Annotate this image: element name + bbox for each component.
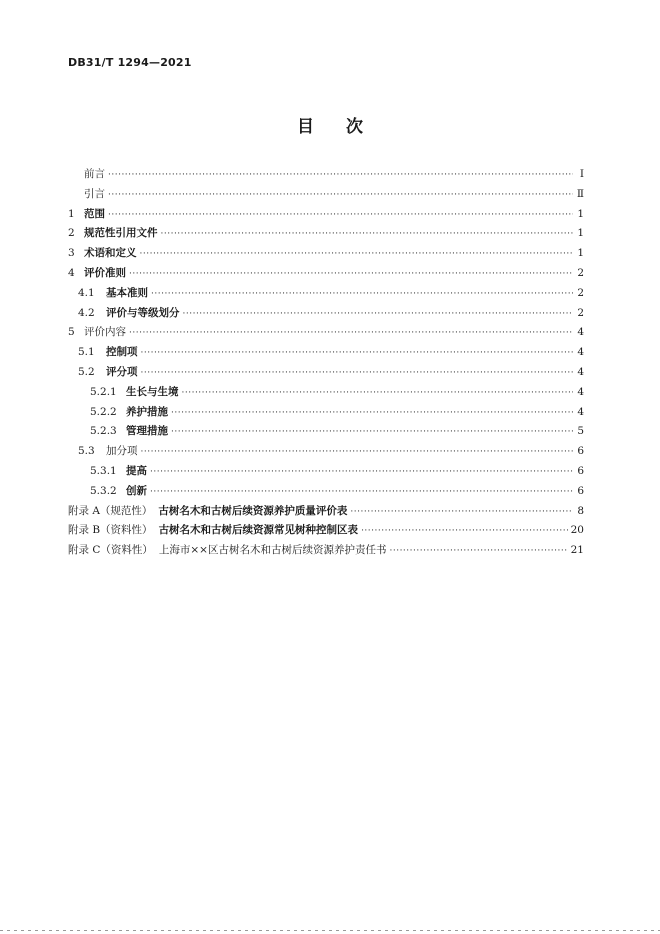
toc-entry-page: 4 — [577, 346, 584, 359]
toc-entry-page: 6 — [577, 445, 584, 458]
toc-entry-page: 4 — [577, 365, 584, 378]
toc-entry-page: 1 — [577, 207, 584, 220]
toc-entry-title: 养护措施 — [126, 405, 168, 418]
dot-leader — [150, 483, 573, 503]
toc-heading-part2: 次 — [346, 117, 363, 137]
dot-leader — [361, 522, 568, 542]
dot-leader — [140, 245, 574, 265]
toc-entry[interactable] — [68, 165, 584, 185]
toc-entry-page: 21 — [570, 544, 584, 557]
toc-entry-number: 附录 A（规范性） — [68, 504, 153, 517]
toc-entry-title: 前言 — [84, 168, 105, 180]
toc-entry-number: 4 — [68, 266, 75, 279]
dot-leader — [129, 265, 573, 285]
toc-entry[interactable] — [68, 383, 584, 403]
toc-entry-title: 提高 — [126, 464, 147, 477]
table-of-contents — [68, 165, 584, 561]
toc-entry-title: 上海市××区古树名木和古树后续资源养护责任书 — [158, 544, 387, 557]
toc-entry-title: 加分项 — [106, 445, 138, 458]
toc-entry[interactable] — [68, 502, 584, 522]
toc-entry[interactable] — [68, 462, 584, 482]
toc-entry-page: 5 — [577, 425, 584, 438]
toc-entry-number: 4.2 — [78, 306, 95, 319]
toc-entry-page: 6 — [577, 464, 584, 477]
toc-entry-number: 5.1 — [78, 346, 95, 359]
toc-entry-page: 4 — [577, 326, 584, 339]
toc-entry-title: 评价准则 — [84, 266, 126, 279]
toc-entry-number: 5.3.1 — [90, 464, 117, 477]
toc-entry[interactable] — [68, 224, 584, 244]
toc-entry-title: 生长与生境 — [126, 385, 179, 398]
toc-entry[interactable] — [68, 304, 584, 324]
dot-leader — [141, 364, 574, 384]
toc-entry[interactable] — [68, 422, 584, 442]
toc-entry[interactable] — [68, 403, 584, 423]
toc-entry-title: 评分项 — [106, 365, 138, 378]
toc-entry-number: 2 — [68, 227, 75, 240]
toc-entry[interactable] — [68, 264, 584, 284]
toc-entry[interactable] — [68, 323, 584, 343]
toc-entry-title: 评价内容 — [84, 326, 126, 339]
toc-entry-number: 1 — [68, 207, 75, 220]
toc-entry-title: 术语和定义 — [84, 247, 137, 260]
toc-entry-number: 5.2.3 — [90, 425, 117, 438]
toc-entry-number: 5 — [68, 326, 75, 339]
toc-entry-title: 规范性引用文件 — [84, 227, 158, 240]
toc-heading — [0, 112, 660, 137]
toc-entry-page: 4 — [577, 405, 584, 418]
toc-entry-page: 1 — [577, 247, 584, 260]
toc-entry-title: 控制项 — [106, 346, 138, 359]
toc-entry[interactable] — [68, 442, 584, 462]
toc-heading-part1: 目 — [297, 117, 314, 137]
toc-entry[interactable] — [68, 244, 584, 264]
toc-entry-title: 范围 — [84, 207, 105, 220]
toc-entry[interactable] — [68, 343, 584, 363]
toc-entry-page: 20 — [570, 524, 584, 537]
dot-leader — [389, 542, 567, 562]
dot-leader — [108, 186, 573, 206]
toc-entry-title: 管理措施 — [126, 425, 168, 438]
dot-leader — [171, 423, 573, 443]
toc-entry-title: 评价与等级划分 — [106, 306, 180, 319]
toc-entry[interactable] — [68, 185, 584, 205]
toc-entry-page: 2 — [577, 286, 584, 299]
dot-leader — [182, 384, 574, 404]
toc-entry-page: Ⅱ — [576, 187, 584, 200]
toc-entry-title: 创新 — [126, 484, 147, 497]
dot-leader — [151, 285, 573, 305]
dot-leader — [150, 463, 573, 483]
dot-leader — [350, 503, 573, 523]
toc-entry[interactable] — [68, 482, 584, 502]
dot-leader — [141, 443, 574, 463]
toc-entry-number: 附录 B（资料性） — [68, 524, 153, 537]
toc-entry-number: 3 — [68, 247, 75, 260]
toc-entry[interactable] — [68, 284, 584, 304]
toc-entry[interactable] — [68, 541, 584, 561]
toc-entry[interactable] — [68, 205, 584, 225]
toc-entry-title: 古树名木和古树后续资源常见树种控制区表 — [158, 524, 359, 537]
toc-entry-title: 引言 — [84, 187, 105, 200]
toc-entry-page: 8 — [577, 504, 584, 517]
dot-leader — [141, 344, 574, 364]
toc-entry-page: 4 — [577, 385, 584, 398]
dot-leader — [108, 206, 573, 226]
toc-entry-number: 附录 C（资料性） — [68, 544, 153, 557]
dot-leader — [183, 305, 574, 325]
page-edge-rule — [0, 930, 660, 931]
dot-leader — [161, 225, 574, 245]
standard-code: DB31/T 1294—2021 — [68, 56, 192, 69]
toc-entry-title: 古树名木和古树后续资源养护质量评价表 — [158, 504, 348, 517]
toc-entry[interactable] — [68, 521, 584, 541]
toc-entry-number: 5.2.2 — [90, 405, 117, 418]
toc-entry-number: 4.1 — [78, 286, 95, 299]
toc-entry-page: Ⅰ — [579, 168, 584, 180]
toc-entry-number: 5.3.2 — [90, 484, 117, 497]
dot-leader — [171, 404, 573, 424]
toc-entry-title: 基本准则 — [106, 286, 148, 299]
toc-entry-page: 1 — [577, 227, 584, 240]
toc-entry[interactable] — [68, 363, 584, 383]
dot-leader — [129, 324, 573, 344]
toc-entry-number: 5.2 — [78, 365, 95, 378]
dot-leader — [108, 166, 573, 186]
toc-entry-number: 5.2.1 — [90, 385, 117, 398]
toc-entry-number: 5.3 — [78, 445, 95, 458]
toc-entry-page: 2 — [577, 306, 584, 319]
toc-entry-page: 2 — [577, 266, 584, 279]
toc-entry-page: 6 — [577, 484, 584, 497]
